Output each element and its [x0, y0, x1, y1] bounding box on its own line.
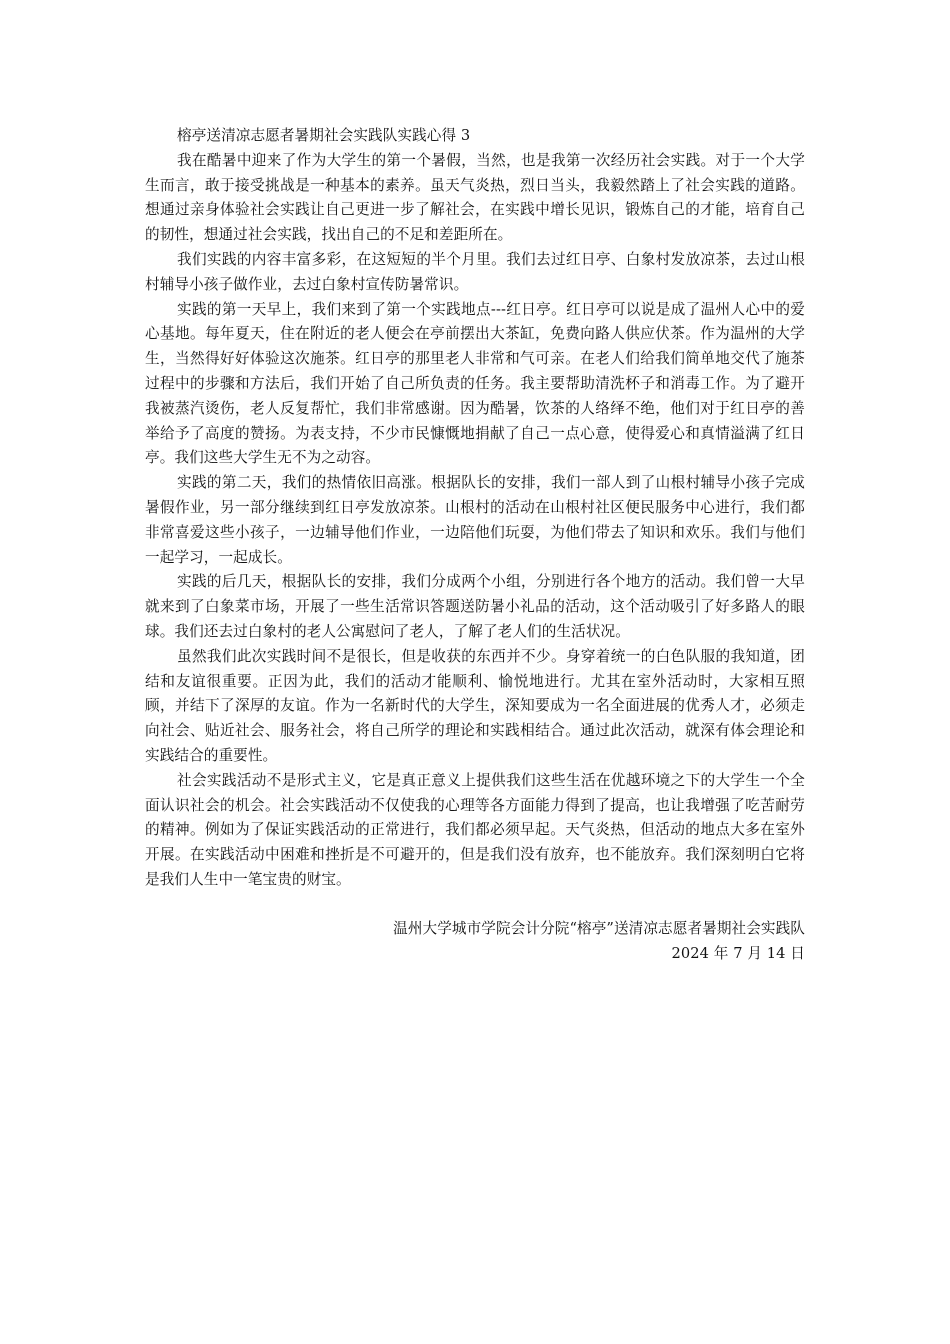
paragraph-5: 实践的后几天，根据队长的安排，我们分成两个小组，分别进行各个地方的活动。我们曾一大早就来到了白象菜市场，开展了一些生活常识答题送防暑小礼品的活动，这个活动吸引了好多路人的眼球。我们还去过白象村的老人公寓慰问了老人，了解了老人们的生活状况。 — [145, 573, 805, 640]
document-page — [145, 124, 805, 966]
paragraph-2: 我们实践的内容丰富多彩，在这短短的半个月里。我们去过红日亭、白象村发放凉茶，去过山根村辅导小孩子做作业，去过白象村宣传防暑常识。 — [145, 250, 805, 293]
paragraph-3: 实践的第一天早上，我们来到了第一个实践地点---红日亭。红日亭可以说是成了温州人心中的爱心基地。每年夏天，住在附近的老人便会在亭前摆出大茶缸，免费向路人供应伏茶。作为温州的大学生，当然得好好体验这次施茶。红日亭的那里老人非常和气可亲。在老人们给我们简单地交代了施茶过程中的步骤和方法后，我们开始了自己所负责的任务。我主要帮助清洗杯子和消毒工作。为了避开我被蒸汽烫伤，老人反复帮忙，我们非常感谢。因为酷暑，饮茶的人络绎不绝，他们对于红日亭的善举给予了高度的赞扬。为表支持，不少市民慷慨地捐献了自己一点心意，使得爱心和真情溢满了红日亭。我们这些大学生无不为之动容。 — [145, 300, 805, 467]
paragraph-6: 虽然我们此次实践时间不是很长，但是收获的东西并不少。身穿着统一的白色队服的我知道，团结和友谊很重要。正因为此，我们的活动才能顺利、愉悦地进行。尤其在室外活动时，大家相互照顾，并结下了深厚的友谊。作为一名新时代的大学生，深知要成为一名全面进展的优秀人才，必须走向社会、贴近社会、服务社会，将自己所学的理论和实践相结合。通过此次活动，就深有体会理论和实践结合的重要性。 — [145, 647, 805, 764]
paragraph-4: 实践的第二天，我们的热情依旧高涨。根据队长的安排，我们一部人到了山根村辅导小孩子完成暑假作业，另一部分继续到红日亭发放凉茶。山根村的活动在山根村社区便民服务中心进行，我们都非常喜爱这些小孩子，一边辅导他们作业，一边陪他们玩耍，为他们带去了知识和欢乐。我们与他们一起学习，一起成长。 — [145, 474, 805, 566]
signature-date: 2024 年 7 月 14 日 — [671, 944, 805, 962]
document-title: 榕亭送清凉志愿者暑期社会实践队实践心得 3 — [177, 127, 471, 144]
signature-block — [145, 917, 805, 967]
paragraph-1: 我在酷暑中迎来了作为大学生的第一个暑假，当然，也是我第一次经历社会实践。对于一个大学生而言，敢于接受挑战是一种基本的素养。虽天气炎热，烈日当头，我毅然踏上了社会实践的道路。想通过亲身体验社会实践让自己更进一步了解社会，在实践中增长见识，锻炼自己的才能，培育自己的韧性，想通过社会实践，找出自己的不足和差距所在。 — [145, 151, 805, 244]
signature-organization: 温州大学城市学院会计分院“榕亭”送清凉志愿者暑期社会实践队 — [393, 919, 805, 937]
paragraph-7: 社会实践活动不是形式主义，它是真正意义上提供我们这些生活在优越环境之下的大学生一个全面认识社会的机会。社会实践活动不仅使我的心理等各方面能力得到了提高，也让我增强了吃苦耐劳的精神。例如为了保证实践活动的正常进行，我们都必须早起。天气炎热，但活动的地点大多在室外开展。在实践活动中困难和挫折是不可避开的，但是我们没有放弃，也不能放弃。我们深刻明白它将是我们人生中一笔宝贵的财宝。 — [145, 771, 805, 888]
